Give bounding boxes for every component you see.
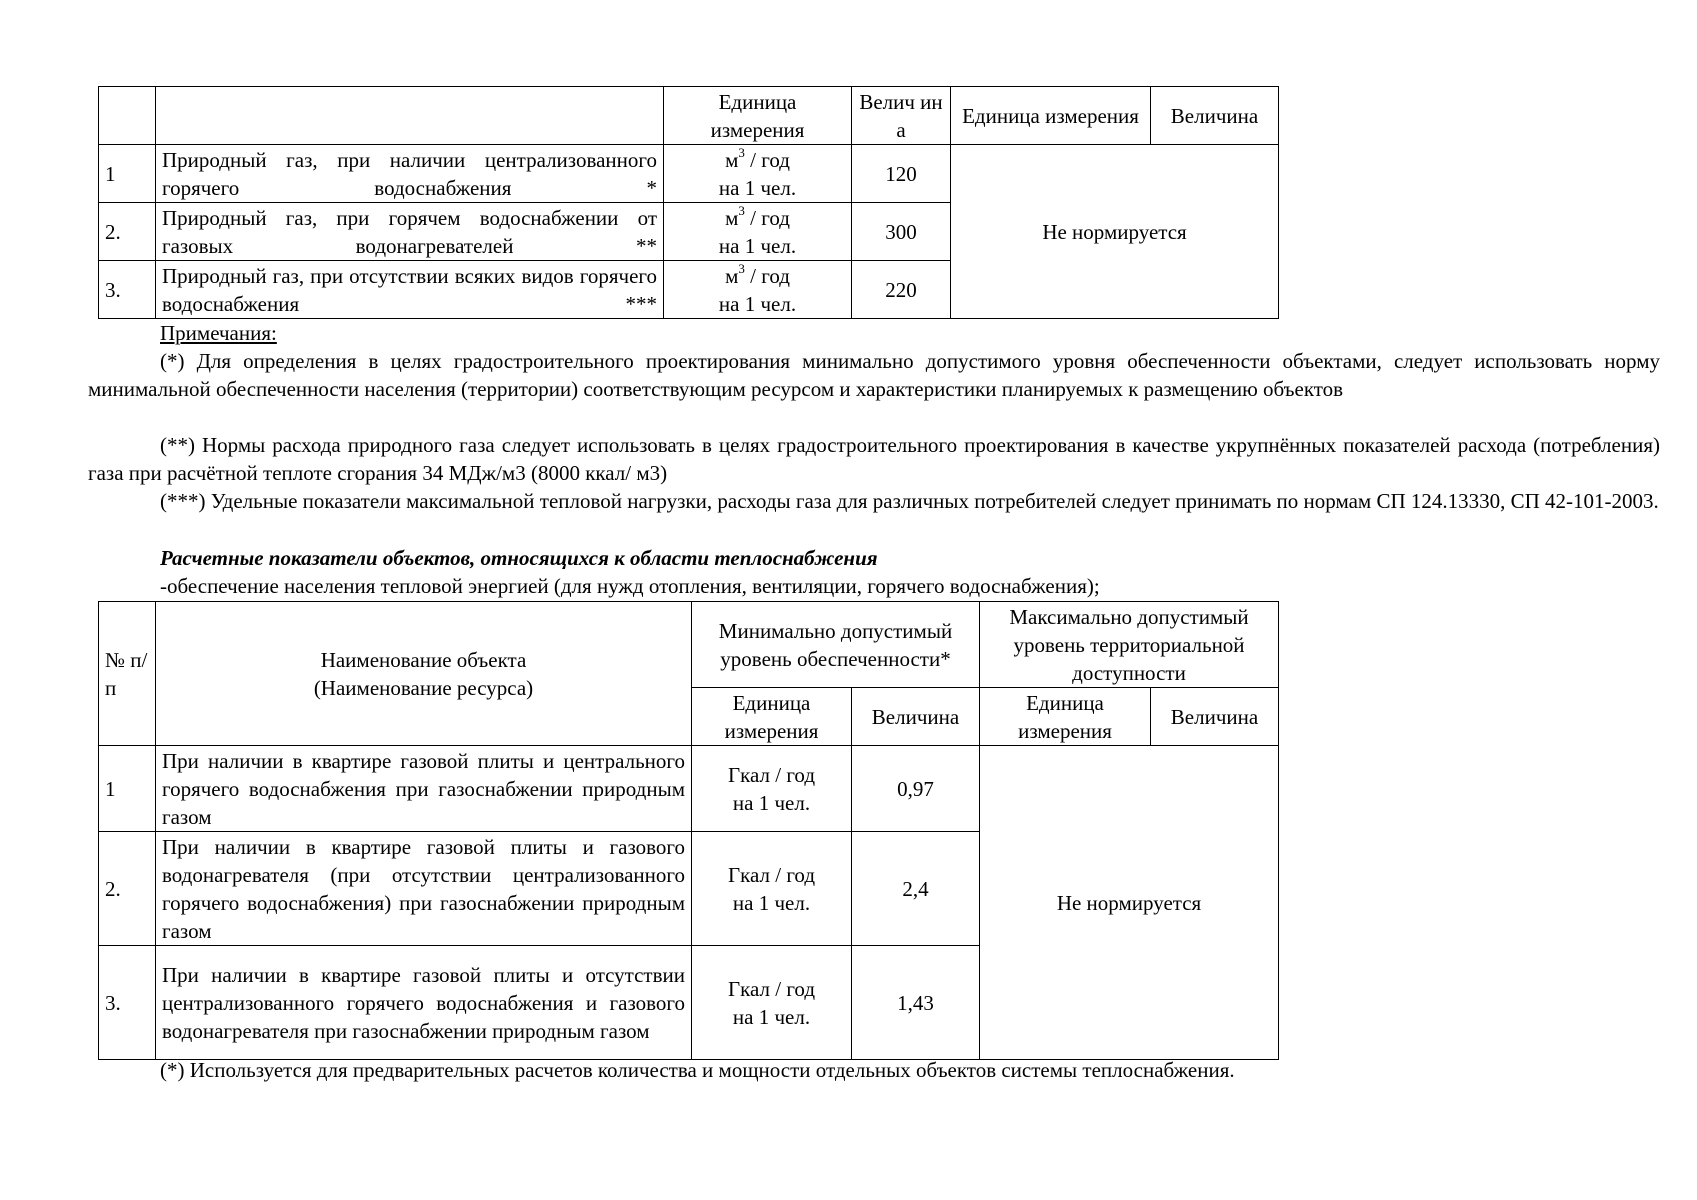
row-num: 2.	[99, 832, 156, 946]
unit-line2: на 1 чел.	[718, 175, 797, 200]
row-name: При наличии в квартире газовой плиты и газового водонагревателя (при отсутствии централизованного горячего водоснабжения) при газоснабжении природным газом	[156, 832, 692, 946]
row-num: 1	[99, 145, 156, 203]
row-name: Природный газ, при наличии централизованного горячего водоснабжения *	[156, 145, 664, 203]
unit-rest: / год	[744, 205, 790, 230]
note-3: (***) Удельные показатели максимальной тепловой нагрузки, расходы газа для различных потребителей следует принимать по нормам СП 124.13330, СП 42-101-2003.	[160, 489, 1659, 513]
header-cell-name	[156, 602, 692, 746]
header-cell-unit: Единица измерения	[692, 688, 852, 746]
row-unit	[664, 145, 852, 203]
unit-sup: 3	[738, 202, 745, 218]
merged-value-cell: Не нормируется	[951, 145, 1279, 319]
header-name-line2: (Наименование ресурса)	[313, 675, 534, 700]
header-cell-num: № п/п	[99, 602, 156, 746]
table-row	[99, 145, 1279, 203]
row-unit	[664, 261, 852, 319]
row-unit	[692, 946, 852, 1060]
row-num: 3.	[99, 946, 156, 1060]
table-header-row	[99, 87, 1279, 145]
row-name: Природный газ, при отсутствии всяких видов горячего водоснабжения ***	[156, 261, 664, 319]
notes-title: Примечания:	[160, 321, 277, 345]
table-row	[99, 746, 1279, 832]
row-num: 3.	[99, 261, 156, 319]
unit-line1: Гкал / год	[727, 762, 815, 787]
header-cell-value: Велич ина	[852, 87, 951, 145]
row-value: 300	[852, 203, 951, 261]
header-cell-max-level: Максимально допустимый уровень территориальной доступности	[980, 602, 1279, 688]
row-num: 2.	[99, 203, 156, 261]
row-name: При наличии в квартире газовой плиты и отсутствии централизованного горячего водоснабжения и газового водонагревателя при газоснабжении природным газом	[156, 946, 692, 1060]
row-num: 1	[99, 746, 156, 832]
header-cell-num	[99, 87, 156, 145]
header-cell-unit: Единица измерения	[664, 87, 852, 145]
header-cell-unit-2: Единица измерения	[980, 688, 1151, 746]
unit-base: м	[725, 147, 739, 172]
unit-base: м	[725, 263, 739, 288]
unit-line1: Гкал / год	[727, 976, 815, 1001]
header-cell-unit-2: Единица измерения	[951, 87, 1151, 145]
row-name: При наличии в квартире газовой плиты и центрального горячего водоснабжения при газоснабжении природным газом	[156, 746, 692, 832]
header-cell-value: Величина	[852, 688, 980, 746]
unit-line2: на 1 чел.	[718, 291, 797, 316]
row-unit	[692, 832, 852, 946]
row-value: 1,43	[852, 946, 980, 1060]
unit-line1: Гкал / год	[727, 862, 815, 887]
row-value: 2,4	[852, 832, 980, 946]
note-2: (**) Нормы расхода природного газа следует использовать в целях градостроительного проектирования в качестве укрупнённых показателей расхода (потребления) газа при расчётной теплоте сгорания 34 МДж/м3 (8000 ккал/ м3)	[88, 433, 1660, 485]
unit-rest: / год	[744, 263, 790, 288]
row-value: 0,97	[852, 746, 980, 832]
row-value: 220	[852, 261, 951, 319]
row-name: Природный газ, при горячем водоснабжении от газовых водонагревателей **	[156, 203, 664, 261]
section-subline: -обеспечение населения тепловой энергией (для нужд отопления, вентиляции, горячего водоснабжения);	[160, 574, 1100, 598]
unit-rest: / год	[744, 147, 790, 172]
unit-sup: 3	[738, 144, 745, 160]
header-cell-value-2: Величина	[1151, 87, 1279, 145]
table-header-row	[99, 602, 1279, 688]
unit-line2: на 1 чел.	[732, 890, 811, 915]
footnote: (*) Используется для предварительных расчетов количества и мощности отдельных объектов системы теплоснабжения.	[160, 1058, 1235, 1082]
gas-consumption-table	[98, 86, 1279, 319]
header-cell-name	[156, 87, 664, 145]
unit-line2: на 1 чел.	[732, 1004, 811, 1029]
merged-value-cell: Не нормируется	[980, 746, 1279, 1060]
unit-base: м	[725, 205, 739, 230]
row-value: 120	[852, 145, 951, 203]
heat-supply-table	[98, 601, 1279, 1060]
unit-sup: 3	[738, 260, 745, 276]
header-name-line1: Наименование объекта	[320, 647, 527, 672]
row-unit	[664, 203, 852, 261]
note-1: (*) Для определения в целях градостроительного проектирования минимально допустимого уровня обеспеченности объектами, следует использовать норму минимальной обеспеченности населения (территории) соответствующим ресурсом и характеристики планируемых к размещению объектов	[88, 349, 1660, 401]
unit-line2: на 1 чел.	[732, 790, 811, 815]
header-cell-value-2: Величина	[1151, 688, 1279, 746]
header-cell-min-level: Минимально допустимый уровень обеспеченности*	[692, 602, 980, 688]
row-unit	[692, 746, 852, 832]
section-heading: Расчетные показатели объектов, относящихся к области теплоснабжения	[160, 546, 878, 570]
unit-line2: на 1 чел.	[718, 233, 797, 258]
